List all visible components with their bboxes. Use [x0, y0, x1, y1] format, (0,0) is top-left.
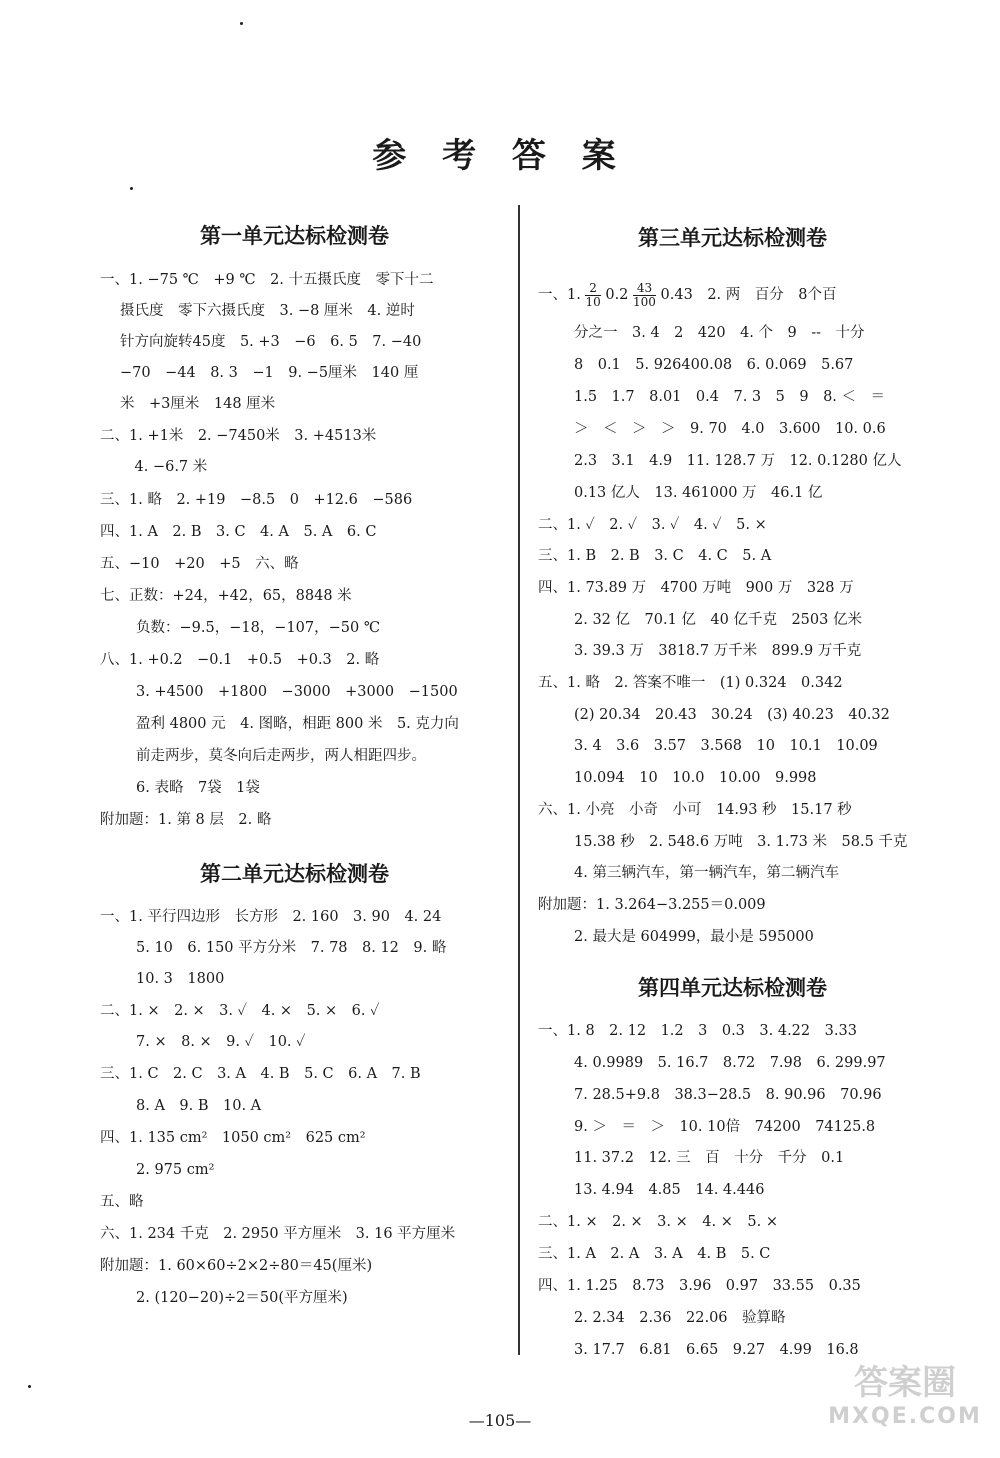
answer-line: 五、−10 +20 +5 六、略 [100, 556, 299, 572]
answer-line: 3. 4 3.6 3.57 3.568 10 10.1 10.09 [574, 738, 878, 754]
fraction [633, 282, 656, 309]
answer-line: 五、略 [100, 1194, 144, 1210]
answer-line: 八、1. +0.2 −0.1 +0.5 +0.3 2. 略 [100, 652, 380, 668]
page-number: —105— [468, 1411, 532, 1430]
answer-line: 3. 39.3 万 3818.7 万千米 899.9 万千克 [574, 643, 862, 659]
section-title-unit4: 第四单元达标检测卷 [638, 976, 827, 1000]
answer-line: 4. −6.7 米 [120, 459, 208, 475]
answer-line: 10.094 10 10.0 10.00 9.998 [574, 770, 817, 786]
answer-line: 盈利 4800 元 4. 图略，相距 800 米 5. 克力向 [136, 716, 459, 732]
answer-line: 四、1. 73.89 万 4700 万吨 900 万 328 万 [538, 580, 854, 596]
answer-line: 6. 表略 7袋 1袋 [136, 780, 260, 796]
answer-line: 六、1. 234 千克 2. 2950 平方厘米 3. 16 平方厘米 [100, 1226, 456, 1242]
answer-line: 2. 2.34 2.36 22.06 验算略 [574, 1310, 786, 1326]
answer-line: 4. 0.9989 5. 16.7 8.72 7.98 6. 299.97 [574, 1055, 886, 1071]
ink-dot [240, 22, 243, 25]
answer-line: 0.13 亿人 13. 461000 万 46.1 亿 [574, 485, 823, 501]
answer-line: 三、1. A 2. A 3. A 4. B 5. C [538, 1246, 771, 1262]
answer-line: (2) 20.34 20.43 30.24 (3) 40.23 40.32 [574, 707, 890, 723]
answer-line: 针方向旋转45度 5. +3 −6 6. 5 7. −40 [120, 334, 422, 350]
answer-line: 4. 第三辆汽车，第一辆汽车，第二辆汽车 [574, 865, 839, 881]
watermark-bottom-text: MXQE.COM [828, 1404, 982, 1429]
answer-line: 二、1. ✓ 2. ✓ 3. ✓ 4. ✓ 5. × [538, 517, 767, 533]
fraction-denominator: 100 [633, 294, 656, 309]
answer-line: 二、1. × 2. × 3. × 4. × 5. × [538, 1214, 778, 1230]
ink-dot [130, 187, 133, 190]
answer-line: 一、1. 平行四边形 长方形 2. 160 3. 90 4. 24 [100, 909, 442, 925]
fraction-numerator: 43 [633, 282, 656, 296]
answer-line: 10. 3 1800 [136, 971, 225, 987]
answer-line: ＞ ＜ ＞ ＞ 9. 70 4.0 3.600 10. 0.6 [574, 421, 886, 437]
answer-line: 13. 4.94 4.85 14. 4.446 [574, 1182, 765, 1198]
answer-line: 七、正数：+24，+42，65，8848 米 [100, 588, 352, 604]
answer-line: 六、1. 小亮 小奇 小可 14.93 秒 15.17 秒 [538, 802, 852, 818]
answer-line: 附加题：1. 3.264−3.255＝0.009 [538, 897, 766, 913]
answer-text: 0.2 [605, 287, 629, 303]
answer-line: 3. +4500 +1800 −3000 +3000 −1500 [136, 684, 458, 700]
answer-text: 0.43 2. 两 百分 8个百 [660, 287, 837, 303]
answer-line: 2. 975 cm² [136, 1162, 215, 1178]
answer-line: 11. 37.2 12. 三 百 十分 千分 0.1 [574, 1150, 845, 1166]
answer-line: 一、1. −75 ℃ +9 ℃ 2. 十五摄氏度 零下十二 [100, 272, 434, 288]
section-title-unit1: 第一单元达标检测卷 [200, 224, 389, 248]
fraction [585, 282, 600, 309]
fraction-denominator: 10 [585, 294, 601, 309]
page-title: 参 考 答 案 [372, 136, 628, 176]
answer-line: 7. 28.5+9.8 38.3−28.5 8. 90.96 70.96 [574, 1087, 882, 1103]
answer-line: 二、1. +1米 2. −7450米 3. +4513米 [100, 428, 377, 444]
answer-line: 9. ＞ ＝ ＞ 10. 10倍 74200 74125.8 [574, 1119, 876, 1135]
answer-line: 2. (120−20)÷2＝50(平方厘米) [136, 1290, 348, 1306]
answer-line: 负数：−9.5，−18，−107，−50 ℃ [136, 620, 381, 636]
answer-line: 8. A 9. B 10. A [136, 1098, 262, 1114]
answer-line: 二、1. × 2. × 3. ✓ 4. × 5. × 6. ✓ [100, 1003, 380, 1019]
answer-line: 前走两步，莫冬向后走两步，两人相距四步。 [136, 748, 426, 764]
answer-line: 15.38 秒 2. 548.6 万吨 3. 1.73 米 58.5 千克 [574, 834, 908, 850]
section-title-unit2: 第二单元达标检测卷 [200, 862, 389, 886]
answer-line: 附加题：1. 60×60÷2×2÷80＝45(厘米) [100, 1258, 373, 1274]
answer-line: 三、1. 略 2. +19 −8.5 0 +12.6 −586 [100, 492, 413, 508]
answer-line: 附加题：1. 第 8 层 2. 略 [100, 812, 272, 828]
answer-line: 一、1. 8 2. 12 1.2 3 0.3 3. 4.22 3.33 [538, 1023, 857, 1039]
watermark-top-text: 答案圈 [854, 1363, 956, 1403]
answer-line: 五、1. 略 2. 答案不唯一 (1) 0.324 0.342 [538, 675, 843, 691]
answer-line: 四、1. 135 cm² 1050 cm² 625 cm² [100, 1130, 366, 1146]
fraction-numerator: 2 [585, 282, 600, 296]
answer-line: 1.5 1.7 8.01 0.4 7. 3 5 9 8. ＜ ＝ [574, 389, 886, 405]
answer-line-fractions [538, 280, 837, 310]
answer-line: 2. 最大是 604999，最小是 595000 [574, 929, 814, 945]
answer-line: 三、1. C 2. C 3. A 4. B 5. C 6. A 7. B [100, 1066, 421, 1082]
answer-line: 四、1. 1.25 8.73 3.96 0.97 33.55 0.35 [538, 1278, 861, 1294]
answer-line: 8 0.1 5. 926400.08 6. 0.069 5.67 [574, 357, 854, 373]
answer-line: 2. 32 亿 70.1 亿 40 亿千克 2503 亿米 [574, 612, 862, 628]
answer-line: 7. × 8. × 9. ✓ 10. ✓ [136, 1034, 306, 1050]
answer-line: 2.3 3.1 4.9 11. 128.7 万 12. 0.1280 亿人 [574, 453, 902, 469]
answer-text: 一、1. [538, 287, 581, 303]
answer-line: 四、1. A 2. B 3. C 4. A 5. A 6. C [100, 524, 377, 540]
ink-dot [28, 1385, 31, 1388]
answer-line: 米 +3厘米 148 厘米 [120, 396, 276, 412]
answer-line: 5. 10 6. 150 平方分米 7. 78 8. 12 9. 略 [136, 940, 447, 956]
answer-line: −70 −44 8. 3 −1 9. −5厘米 140 厘 [120, 365, 419, 381]
answer-line: 摄氏度 零下六摄氏度 3. −8 厘米 4. 逆时 [120, 303, 415, 319]
section-title-unit3: 第三单元达标检测卷 [638, 226, 827, 250]
column-divider [518, 205, 520, 1355]
answer-line: 3. 17.7 6.81 6.65 9.27 4.99 16.8 [574, 1342, 859, 1358]
answer-line: 分之一 3. 4 2 420 4. 个 9 -- 十分 [574, 325, 865, 341]
answer-line: 三、1. B 2. B 3. C 4. C 5. A [538, 548, 772, 564]
watermark-logo [820, 1355, 990, 1450]
